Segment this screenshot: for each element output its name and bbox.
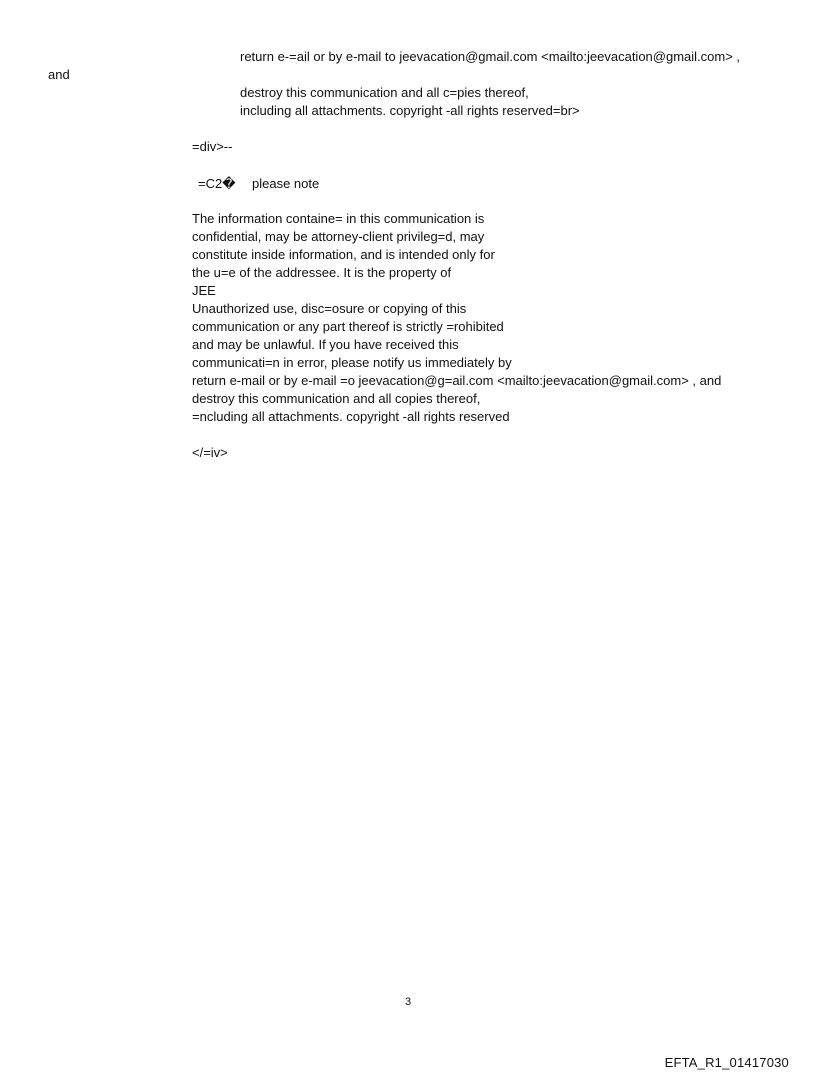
text-line: The information containe= in this communication is	[192, 211, 485, 226]
document-id: EFTA_R1_01417030	[664, 1055, 789, 1070]
text-line: =div>--	[192, 139, 233, 154]
page-number: 3	[404, 996, 412, 1008]
text-line: communication or any part thereof is strictly =rohibited	[192, 319, 504, 334]
text-line: including all attachments. copyright -all rights reserved=br>	[240, 103, 580, 118]
text-line: constitute inside information, and is intended only for	[192, 247, 495, 262]
text-line: the u=e of the addressee. It is the property of	[192, 265, 452, 280]
text-line: </=iv>	[192, 445, 228, 460]
text-line: confidential, may be attorney-client privileg=d, may	[192, 229, 485, 244]
text-line: =ncluding all attachments. copyright -all rights reserved	[192, 409, 510, 424]
text-line: please note	[252, 176, 320, 191]
text-line: and	[48, 67, 70, 82]
text-line: return e-mail or by e-mail =o jeevacation@g=ail.com <mailto:jeevacation@gmail.com> , and	[192, 373, 722, 388]
text-line: destroy this communication and all c=pies thereof,	[240, 85, 529, 100]
text-line: return e-=ail or by e-mail to jeevacation@gmail.com <mailto:jeevacation@gmail.com> ,	[240, 49, 741, 64]
text-line: JEE	[192, 283, 216, 298]
text-line: and may be unlawful. If you have received this	[192, 337, 459, 352]
text-line: destroy this communication and all copies thereof,	[192, 391, 481, 406]
text-line: communicati=n in error, please notify us immediately by	[192, 355, 512, 370]
text-line: Unauthorized use, disc=osure or copying of this	[192, 301, 467, 316]
text-line: =C2�	[198, 176, 236, 191]
